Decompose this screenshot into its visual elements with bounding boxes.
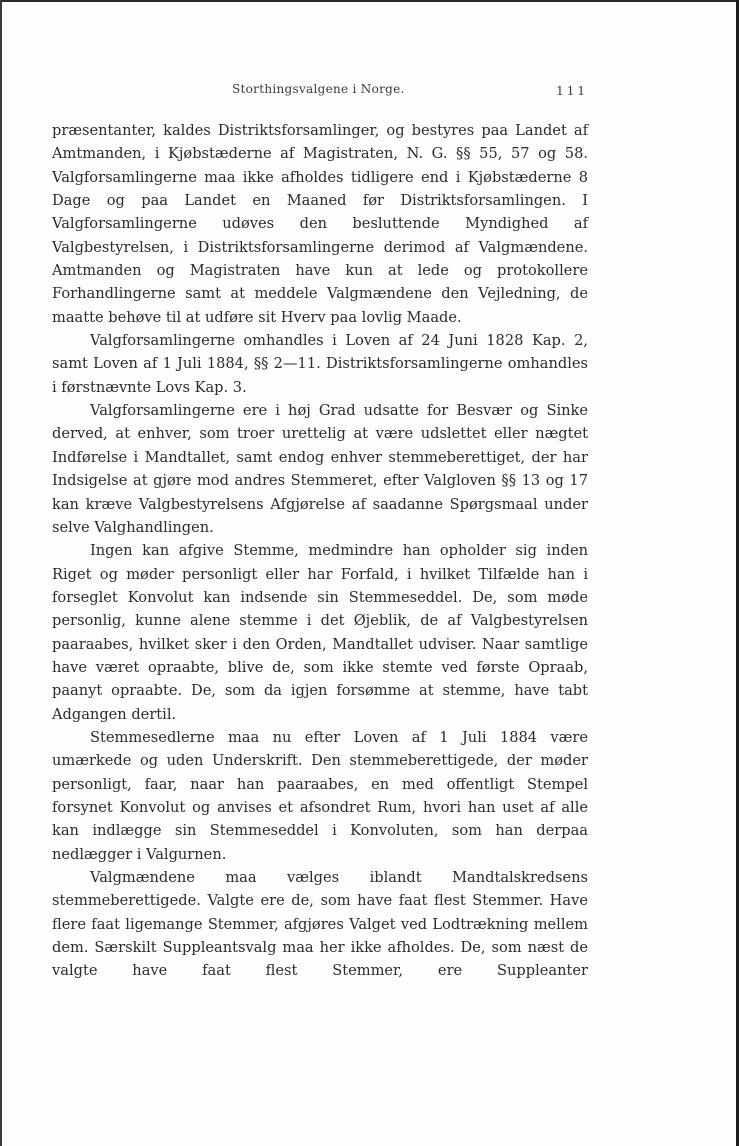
paragraph-4: Ingen kan afgive Stemme, medmindre han opholder sig inden Riget og møder personligt eller har Forfald, i hvilket Tilfælde han i forseglet Konvolut kan indsende sin Stemmeseddel. De, som møde personlig, kunne alene stemme i det Øjeblik, de af Valgbestyrelsen paaraabes, hvilket sker i den Orden, Mandtallet udviser. Naar samtlige have været opraabte, blive de, som ikke stemte ved første Opraab, paanyt opraabte. De, som da igjen forsømme at stemme, have tabt Adgangen dertil. xyxy=(52,542,588,723)
paragraph-6: Valgmændene maa vælges iblandt Mandtalskredsens stemmeberettigede. Valgte ere de, som have faat flest Stemmer. Have flere faat ligemange Stemmer, afgjøres Valget ved Lodtrækning mellem dem. Særskilt Suppleantsvalg maa her ikke afholdes. De, som næst de valgte have faat flest Stemmer, ere Suppleanter xyxy=(52,869,588,980)
scan-edge-left xyxy=(0,0,2,1146)
paragraph-1: præsentanter, kaldes Distriktsforsamlinger, og bestyres paa Landet af Amtmanden, i Kjøbstæderne af Magistraten, N. G. §§ 55, 57 og 58. Valgforsamlingerne maa ikke afholdes tidligere end i Kjøbstæderne 8 Dage og paa Landet en Maaned før Distriktsforsamlingen. I Valgforsamlingerne udøves den besluttende Myndighed af Valgbestyrelsen, i Distriktsforsamlingerne derimod af Valgmændene. Amtmanden og Magistraten have kun at lede og protokollere Forhandlingerne samt at meddele Valgmændene den Vejledning, de maatte behøve til at udføre sit Hverv paa lovlig Maade. xyxy=(52,122,588,326)
paragraph-3: Valgforsamlingerne ere i høj Grad udsatte for Besvær og Sinke derved, at enhver, som troer urettelig at være udslettet eller nægtet Indførelse i Mandtallet, samt endog enhver stemmeberettiget, der har Indsigelse at gjøre mod andres Stemmeret, efter Valgloven §§ 13 og 17 kan kræve Valgbestyrelsens Afgjørelse af saadanne Spørgsmaal under selve Valghandlingen. xyxy=(52,402,588,536)
page-header xyxy=(52,82,588,102)
paragraph-5: Stemmesedlerne maa nu efter Loven af 1 Juli 1884 være umærkede og uden Underskrift. Den stemmeberettigede, der møder personligt, faar, naar han paaraabes, en med offentligt Stempel forsynet Konvolut og anvises et afsondret Rum, hvori han uset af alle kan indlægge sin Stemmeseddel i Konvoluten, som han derpaa nedlægger i Valgurnen. xyxy=(52,728,588,863)
body-text xyxy=(52,119,588,983)
scan-edge-top xyxy=(0,0,739,2)
paragraph-2: Valgforsamlingerne omhandles i Loven af 24 Juni 1828 Kap. 2, samt Loven af 1 Juli 1884, §§ 2—11. Distriktsforsamlingerne omhandles i førstnævnte Lovs Kap. 3. xyxy=(52,332,588,396)
running-title: Storthingsvalgene i Norge. xyxy=(232,82,405,96)
page-number: 111 xyxy=(556,84,588,98)
